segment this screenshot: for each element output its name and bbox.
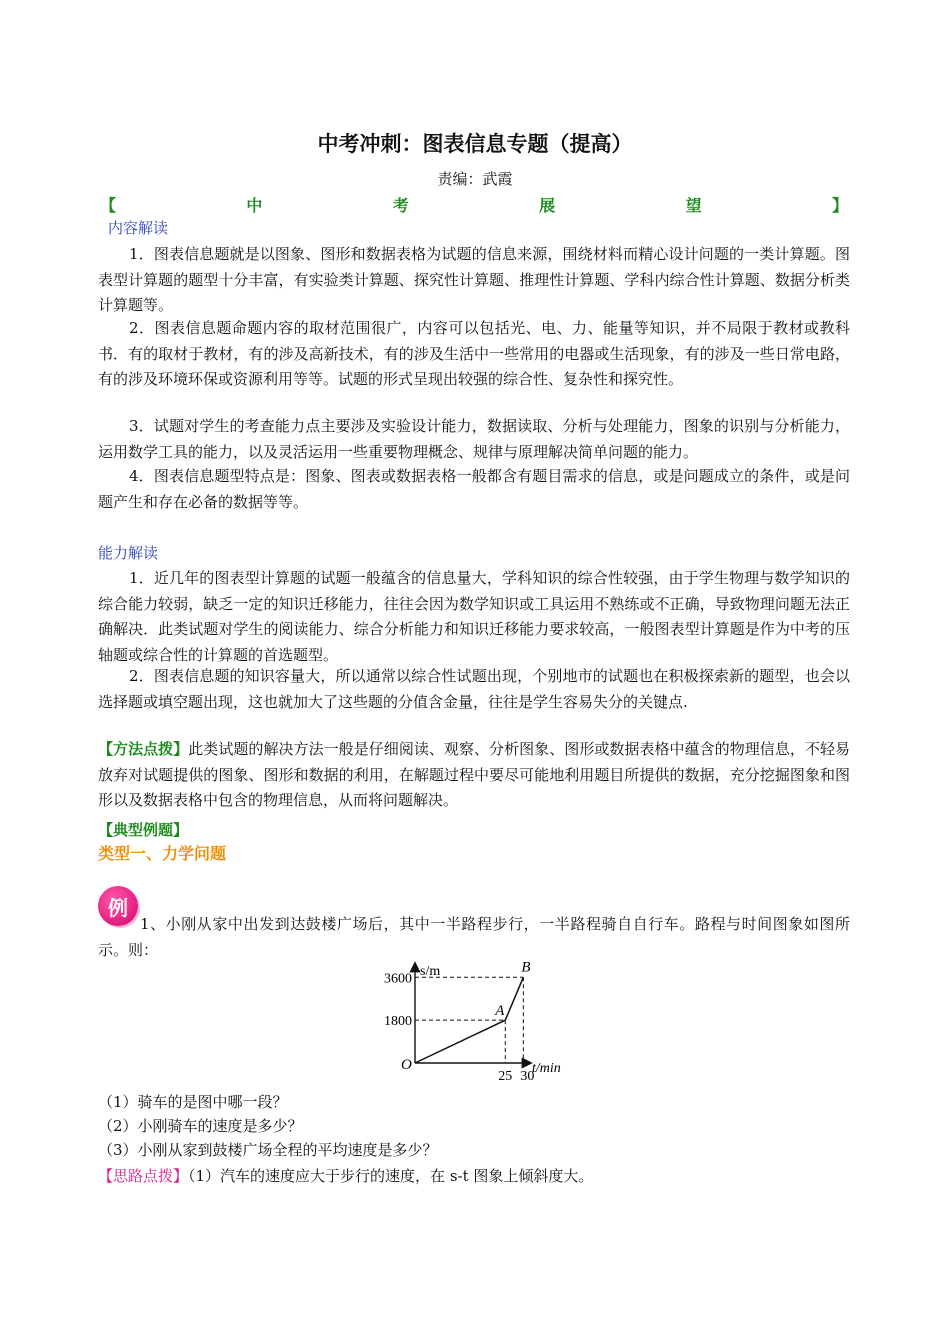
banner-char: 展	[539, 196, 556, 215]
content-paragraph-4: 4．图表信息题型特点是：图象、图表或数据表格一般都含有题目需求的信息，或是问题成立的条件，或是问题产生和存在必备的数据等等。	[98, 467, 850, 511]
y-tick-label: 3600	[384, 971, 412, 987]
ability-heading: 能力解读	[98, 544, 159, 562]
sub-question-2: （2）小刚骑车的速度是多少？	[98, 1117, 303, 1135]
banner-char: 考	[392, 196, 409, 215]
content-paragraph-3: 3．试题对学生的考查能力点主要涉及实验设计能力，数据读取、分析与处理能力，图象的识别与分析能力，运用数学工具的能力，以及灵活运用一些重要物理概念、规律与原理解决简单问题的能力。	[98, 417, 850, 461]
y-axis-label: s/m	[420, 964, 441, 979]
segment-ab	[505, 977, 523, 1020]
ability-paragraph-1: 1．近几年的图表型计算题的试题一般蕴含的信息量大，学科知识的综合性较强，由于学生物理与数学知识的综合能力较弱，缺乏一定的知识迁移能力，往往会因为数学知识或工具运用不熟练或不正确，导致物理问题无法正确解决．此类试题对学生的阅读能力、综合分析能力和知识迁移能力要求较高，一般图表型计算题是作为中考的压轴题或综合性的计算题的首选题型。	[98, 569, 850, 664]
banner-char: 【	[100, 196, 117, 215]
example-badge: 例	[98, 886, 138, 926]
segment-oa	[415, 1020, 505, 1063]
st-graph	[370, 960, 590, 1085]
content-heading: 内容解读	[108, 219, 169, 237]
hint-text: （1）汽车的速度应大于步行的速度，在 s-t 图象上倾斜度大。	[188, 1167, 594, 1185]
x-tick-label: 30	[520, 1069, 535, 1084]
method-tip	[98, 737, 850, 814]
outlook-banner	[100, 193, 848, 216]
examples-label: 【典型例题】	[98, 821, 189, 839]
content-paragraph-1: 1．图表信息题就是以图象、图形和数据表格为试题的信息来源，围绕材料而精心设计问题的一类计算题。图表型计算题的题型十分丰富，有实验类计算题、探究性计算题、推理性计算题、学科内综合性计算题、数据分析类计算题等。	[98, 245, 850, 314]
x-axis-label: t/min	[532, 1061, 561, 1076]
y-tick-label: 1800	[384, 1014, 412, 1030]
hint	[98, 1165, 593, 1186]
method-label: 【方法点拨】	[98, 740, 189, 758]
banner-char: 望	[685, 196, 702, 215]
method-text: 此类试题的解决方法一般是仔细阅读、观察、分析图象、图形或数据表格中蕴含的物理信息，不轻易放弃对试题提供的图象、图形和数据的利用，在解题过程中要尽可能地利用题目所提供的数据，充分挖掘图象和图形以及数据表格中包含的物理信息，从而将问题解决。	[98, 740, 850, 809]
point-label-a: A	[495, 1003, 505, 1020]
banner-char: 】	[831, 196, 848, 215]
point-label-o: O	[401, 1057, 412, 1073]
banner-char: 中	[246, 196, 263, 215]
content-paragraph-2: 2．图表信息题命题内容的取材范围很广，内容可以包括光、电、力、能量等知识，并不局限于教材或教科书．有的取材于教材，有的涉及高新技术，有的涉及生活中一些常用的电器或生活现象，有的涉及一些日常电路，有的涉及环境环保或资源利用等等。试题的形式呈现出较强的综合性、复杂性和探究性。	[98, 319, 850, 388]
sub-question-3: （3）小刚从家到鼓楼广场全程的平均速度是多少？	[98, 1141, 438, 1159]
ability-paragraph-2: 2．图表信息题的知识容量大，所以通常以综合性试题出现，个别地市的试题也在积极探索新的题型，也会以选择题或填空题出现，这也就加大了这些题的分值含金量，往往是学生容易失分的关键点.	[98, 667, 850, 711]
type-heading: 类型一、力学问题	[98, 844, 227, 863]
page-title: 中考冲刺：图表信息专题（提高）	[317, 132, 633, 156]
hint-label: 【思路点拨】	[98, 1167, 189, 1185]
sub-question-1: （1）骑车的是图中哪一段？	[98, 1093, 288, 1111]
point-label-b: B	[521, 960, 531, 976]
x-tick-label: 25	[498, 1069, 513, 1084]
example-question: 1、小刚从家中出发到达鼓楼广场后，其中一半路程步行，一半路程骑自自行车。路程与时间图象如图所示。则：	[98, 915, 850, 959]
editor-line: 责编：武霞	[437, 170, 513, 188]
